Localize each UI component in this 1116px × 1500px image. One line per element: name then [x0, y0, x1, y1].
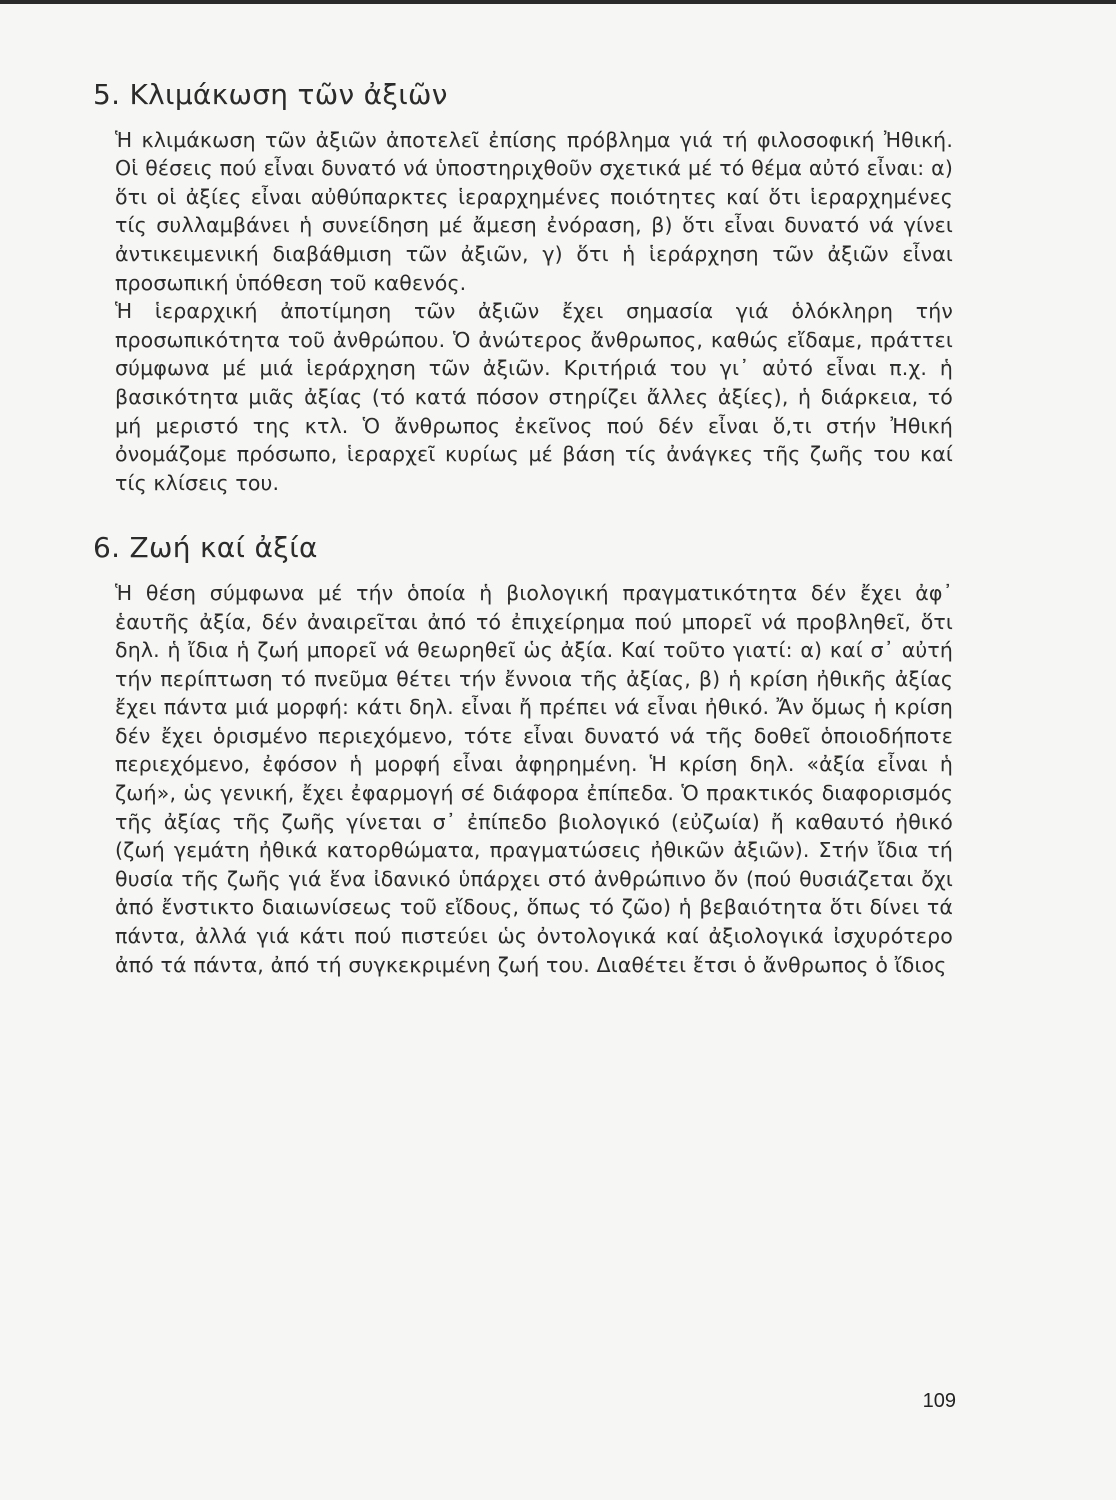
section-5-paragraph-2: Ἡ ἱεραρχική ἀποτίμηση τῶν ἀξιῶν ἔχει σημασία γιά ὁλόκληρη τήν προσωπικότητα τοῦ ἀνθρώπου. Ὁ ἀνώτερος ἄνθρωπος, καθώς εἴδαμε, πράττει σύμφωνα μέ μιά ἱεράρχηση τῶν ἀξιῶν. Κριτήριά του γι᾽ αὐτό εἶναι π.χ. ἡ βασικότητα μιᾶς ἀξίας (τό κατά πόσον στηρίζει ἄλλες ἀξίες), ἡ διάρκεια, τό μή μεριστό της κτλ. Ὁ ἄνθρωπος ἐκεῖνος πού δέν εἶναι ὅ,τι στήν Ἠθική ὀνομάζομε πρόσωπο, ἱεραρχεῖ κυρίως μέ βάση τίς ἀνάγκες τῆς ζωῆς του καί τίς κλίσεις του.	[115, 299, 953, 495]
page-number: 109	[922, 1390, 956, 1412]
section-6-heading: 6. Ζωή καί ἀξία	[93, 531, 318, 565]
page-top-edge	[0, 0, 1116, 4]
section-6-paragraph-1: Ἡ θέση σύμφωνα μέ τήν ὁποία ἡ βιολογική πραγματικότητα δέν ἔχει ἀφ᾽ ἑαυτῆς ἀξία, δέν ἀναιρεῖται ἀπό τό ἐπιχείρημα πού μπορεῖ νά προβληθεῖ, ὅτι δηλ. ἡ ἴδια ἡ ζωή μπορεῖ νά θεωρηθεῖ ὡς ἀξία. Καί τοῦτο γιατί: α) καί σ᾽ αὐτή τήν περίπτωση τό πνεῦμα θέτει τήν ἔννοια τῆς ἀξίας, β) ἡ κρίση ἠθικῆς ἀξίας ἔχει πάντα μιά μορφή: κάτι δηλ. εἶναι ἤ πρέπει νά εἶναι ἠθικό. Ἄν ὅμως ἡ κρίση δέν ἔχει ὁρισμένο περιεχόμενο, τότε εἶναι δυνατό νά τῆς δοθεῖ ὁποιοδήποτε περιεχόμενο, ἐφόσον ἡ μορφή εἶναι ἀφηρημένη. Ἡ κρίση δηλ. «ἀξία εἶναι ἡ ζωή», ὡς γενική, ἔχει ἐφαρμογή σέ διάφορα ἐπίπεδα. Ὁ πρακτικός διαφορισμός τῆς ἀξίας τῆς ζωῆς γίνεται σ᾽ ἐπίπεδο βιολογικό (εὐζωία) ἤ καθαυτό ἠθικό (ζωή γεμάτη ἠθικά κατορθώματα, πραγματώσεις ἠθικῶν ἀξιῶν). Στήν ἴδια τή θυσία τῆς ζωῆς γιά ἕνα ἰδανικό ὑπάρχει στό ἀνθρώπινο ὄν (πού θυσιάζεται ὄχι ἀπό ἔνστικτο διαιωνίσεως τοῦ εἴδους, ὅπως τό ζῶο) ἡ βεβαιότητα ὅτι δίνει τά πάντα, ἀλλά γιά κάτι πού πιστεύει ὡς ὀντολογικά καί ἀξιολογικά ἰσχυρότερο ἀπό τά πάντα, ἀπό τή συγκεκριμένη ζωή του. Διαθέτει ἔτσι ὁ ἄνθρωπος ὁ ἴδιος	[115, 580, 953, 977]
section-5-heading: 5. Κλιμάκωση τῶν ἀξιῶν	[93, 78, 448, 111]
section-5-paragraph-1: Ἡ κλιμάκωση τῶν ἀξιῶν ἀποτελεῖ ἐπίσης πρόβλημα γιά τή φιλοσοφική Ἠθική. Οἱ θέσεις πού εἶναι δυνατό νά ὑποστηριχθοῦν σχετικά μέ τό θέμα αὐτό εἶναι: α) ὅτι οἱ ἀξίες εἶναι αὐθύπαρκτες ἱεραρχημένες ποιότητες καί ὅτι ἱεραρχημένες τίς συλλαμβάνει ἡ συνείδηση μέ ἄμεση ἐνόραση, β) ὅτι εἶναι δυνατό νά γίνει ἀντικειμενική διαβάθμιση τῶν ἀξιῶν, γ) ὅτι ἡ ἱεράρχηση τῶν ἀξιῶν εἶναι προσωπική ὑπόθεση τοῦ καθενός.	[115, 127, 953, 295]
page-content	[93, 78, 953, 979]
